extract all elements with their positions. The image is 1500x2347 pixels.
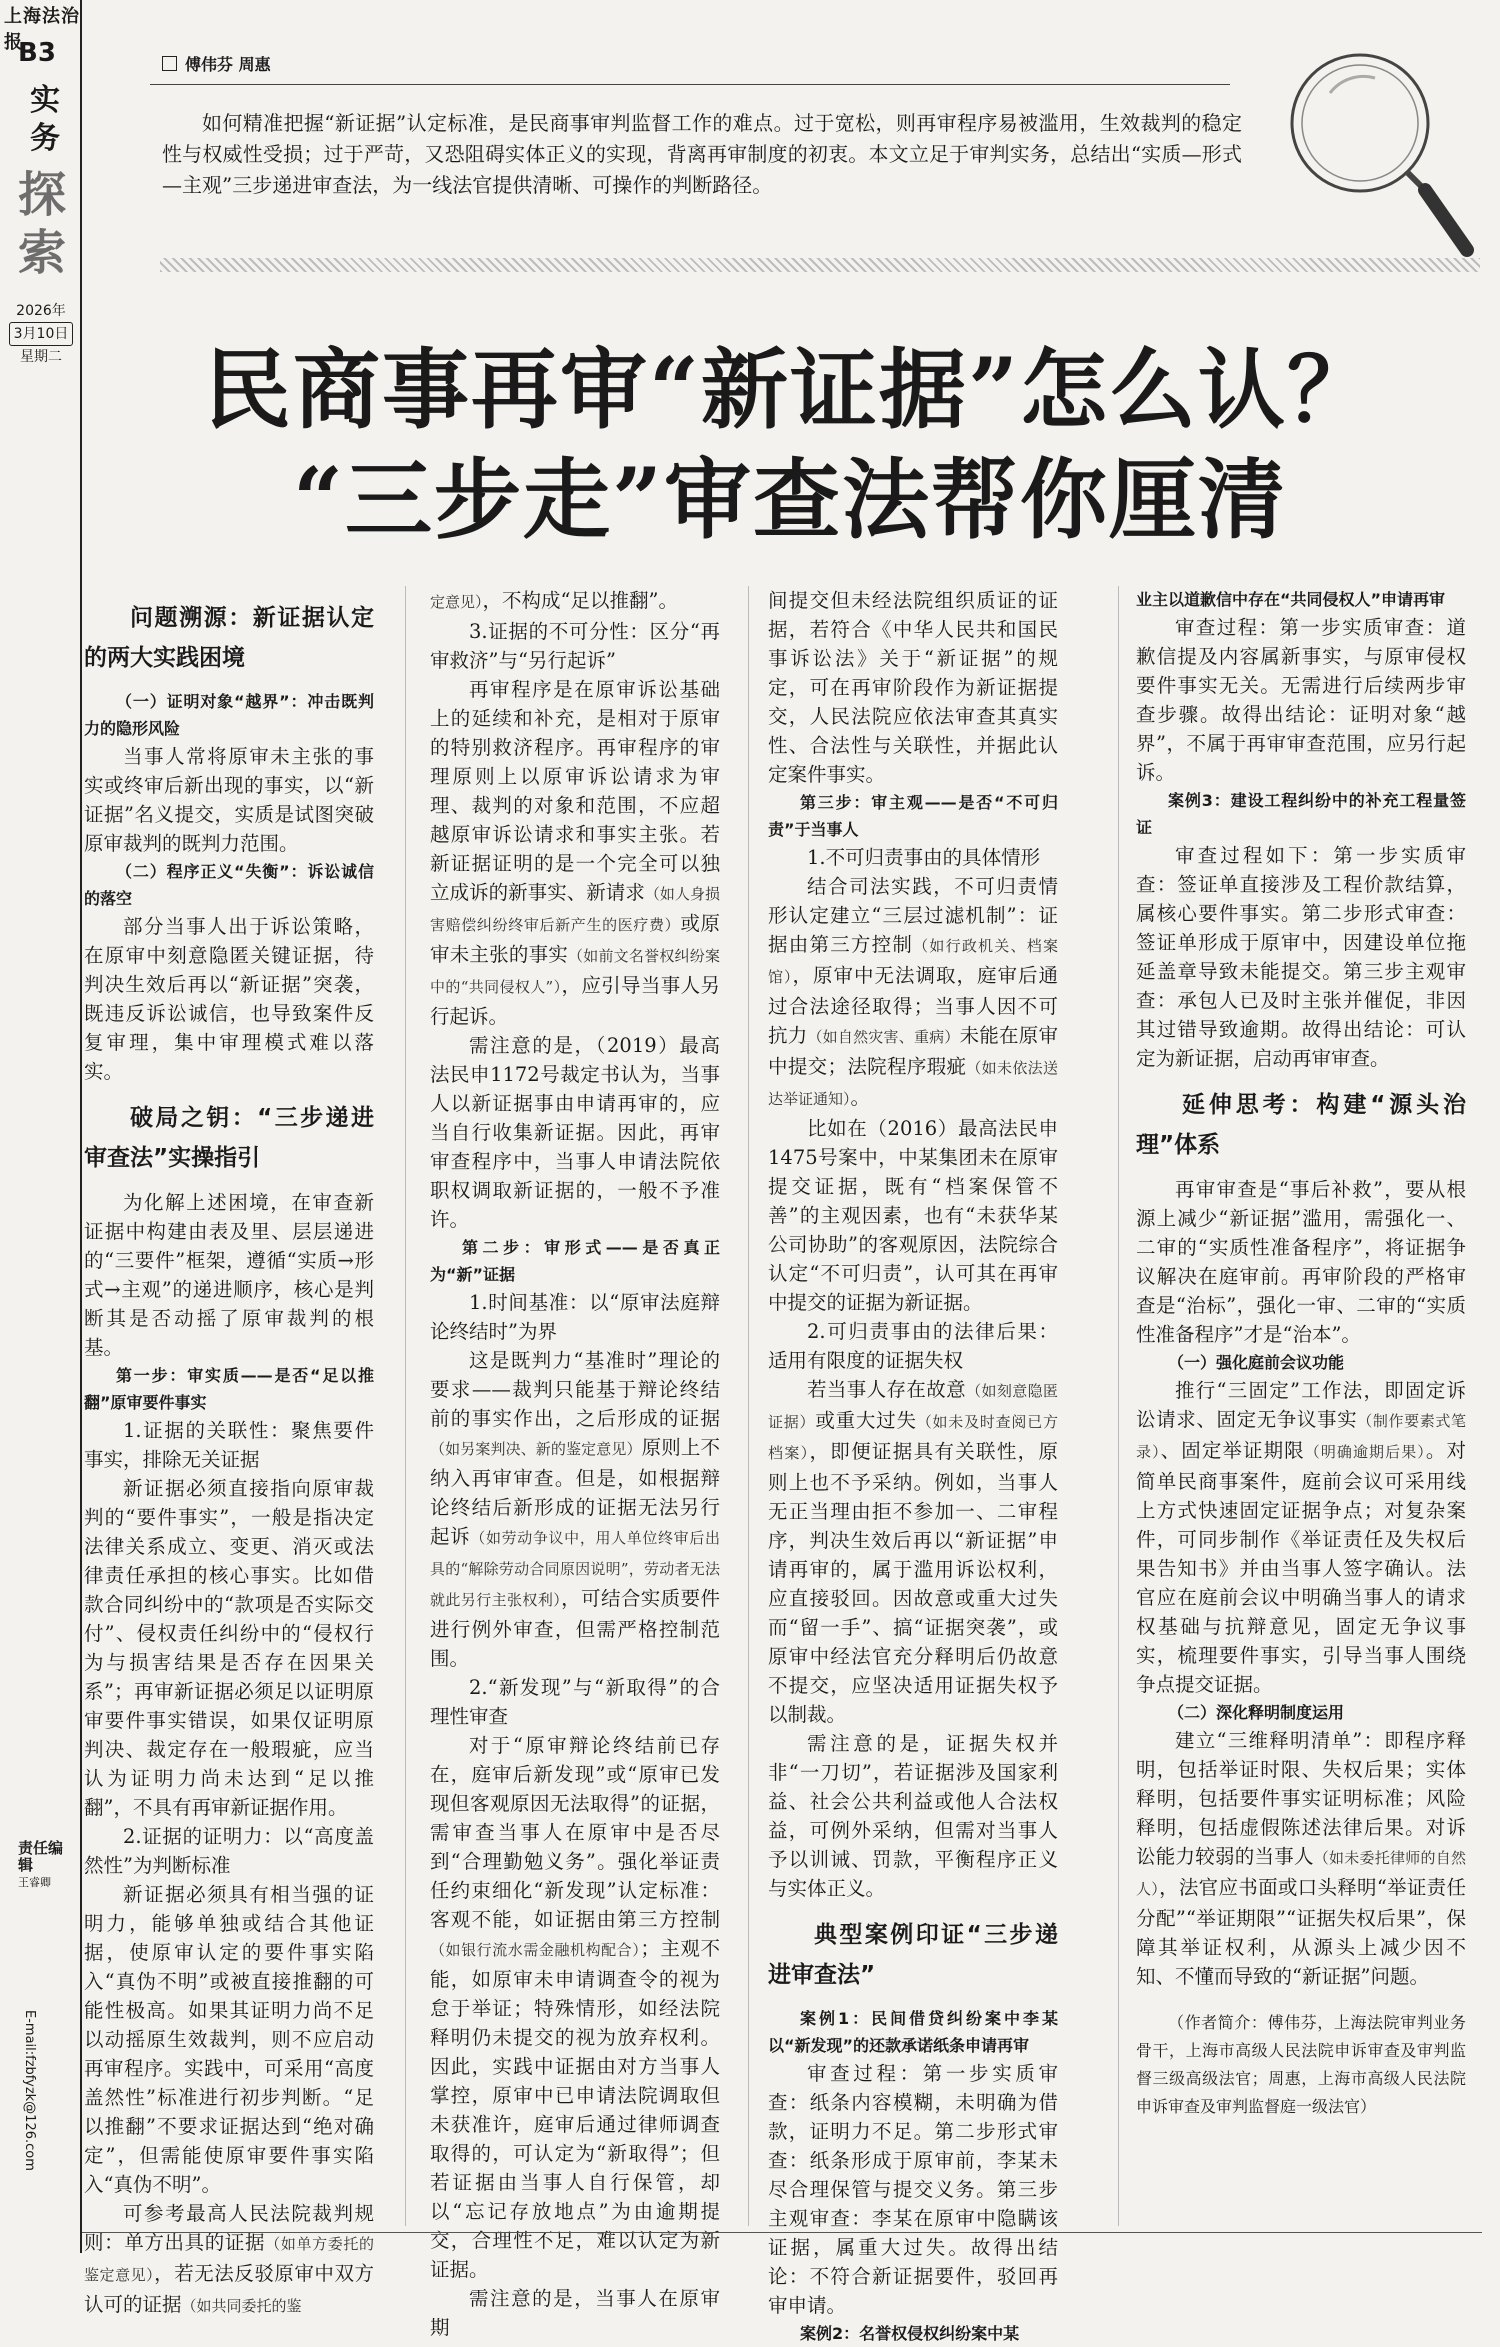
article-column-2: [430, 586, 720, 2342]
text-run: 再审程序是在原审诉讼基础上的延续和补充，是相对于原审的特别救济程序。再审程序的审理原则上以原审诉讼请求为审理、裁判的对象和范围，不应超越原审诉讼请求和事实主张。若新证据证明的是一个完全可以独立成诉的新事实、新请求: [430, 678, 720, 904]
subheading: （一）强化庭前会议功能: [1168, 1353, 1345, 1372]
page-code: B3: [18, 38, 56, 68]
date-day: 3月10日: [9, 322, 74, 346]
subheading: （二）程序正义“失衡”：诉讼诚信的落空: [84, 862, 374, 908]
paragraph: 1.时间基准：以“原审法庭辩论终结时”为界: [430, 1291, 720, 1343]
paragraph: 新证据必须具有相当强的证明力，能够单独或结合其他证据，使原审认定的要件事实陷入“真伪不明”或被直接推翻的可能性极高。如果其证明力尚不足以动摇原生效裁判，则不应启动再审程序。实践中，可采用“高度盖然性”标准进行初步判断。“足以推翻”不要求证据达到“绝对确定”，但需能使原审要件事实陷入“真伪不明”。: [84, 1883, 374, 2196]
text-run: 这是既判力“基准时”理论的要求——裁判只能基于辩论终结前的事实作出，之后形成的证据: [430, 1349, 720, 1430]
note-run: （如劳动争议中，用人单位终审后出具的“解除劳动合同原因说明”，劳动者无法就此另行主张权利）: [430, 1529, 720, 1609]
paragraph: 审查过程：第一步实质审查：道歉信提及内容属新事实，与原审侵权要件事实无关。无需进行后续两步审查步骤。故得出结论：证明对象“越界”，不属于再审审查范围，应另行起诉。: [1136, 616, 1466, 784]
paragraph: 1.不可归责事由的具体情形: [807, 846, 1041, 869]
weekday: 星期二: [20, 349, 62, 365]
text-run: 对于“原审辩论终结前已存在，庭审后新发现”或“原审已发现但客观原因无法取得”的证据，需审查当事人在原审中是否尽到“合理勤勉义务”。强化举证责任约束细化“新发现”认定标准：客观不能，如证据由第三方控制: [430, 1734, 720, 1931]
paragraph: [430, 1346, 720, 1673]
subheading: （一）证明对象“越界”：冲击既判力的隐形风险: [84, 692, 374, 738]
text-run: ，不构成“足以推翻”。: [482, 589, 678, 612]
column-divider: [405, 586, 406, 2226]
text-run: ，可结合实质要件进行例外审查，但需严格控制范围。: [430, 1587, 720, 1670]
date-year: 2026年: [16, 303, 66, 319]
note-run: （如前文名誉权纠纷案中的“共同侵权人”）: [430, 947, 720, 996]
byline-box-icon: [162, 56, 177, 71]
article-column-1: [84, 586, 374, 2321]
paragraph: 2.可归责事由的法律后果：适用有限度的证据失权: [768, 1320, 1058, 1372]
subheading: 第二步：审形式——是否真正为“新”证据: [430, 1238, 720, 1284]
paragraph: [430, 586, 720, 617]
column-name: 实务: [30, 83, 60, 156]
text-run: 建立“三维释明清单”：即程序释明，包括举证时限、失权后果；实体释明，包括要件事实证明标准；风险释明，包括虚假陈述法律后果。对诉讼能力较弱的当事人: [1136, 1729, 1466, 1868]
paragraph: 审查过程如下：第一步实质审查：签证单直接涉及工程价款结算，属核心要件事实。第二步形式审查：签证单形成于原审中，因建设单位拖延盖章导致未能提交。第三步主观审查：承包人已及时主张并催促，非因其过错导致逾期。故得出结论：可认定为新证据，启动再审审查。: [1136, 844, 1466, 1070]
paragraph: [430, 1731, 720, 2284]
note-run: （如人身损害赔偿纠纷终审后新产生的医疗费）: [430, 885, 720, 934]
decorative-dot-band: [160, 258, 1480, 272]
paragraph: 为化解上述困境，在审查新证据中构建由表及里、层层递进的“三要件”框架，遵循“实质→形式→主观”的递进顺序，核心是判断其是否动摇了原审裁判的根基。: [84, 1191, 374, 1359]
text-run: 或原审未主张的事实: [430, 912, 720, 966]
note-run: （如未及时查阅已方档案）: [768, 1413, 1058, 1462]
text-run: 、固定举证期限: [1160, 1439, 1305, 1462]
headline-line2: “三步走”审查法帮你厘清: [292, 448, 1288, 551]
paragraph: [768, 1375, 1058, 1729]
column-divider: [748, 586, 749, 2226]
paragraph: 新证据必须直接指向原审裁判的“要件事实”，一般是指决定法律关系成立、变更、消灭或法律责任承担的核心事实。比如借款合同纠纷中的“款项是否实际交付”、侵权责任纠纷中的“侵权行为与损害结果是否存在因果关系”；再审新证据必须足以证明原审要件事实错误，如果仅证明原判决、裁定存在一般瑕疵，应当认为证明力尚未达到“足以推翻”，不具有再审新证据作用。: [84, 1477, 374, 1819]
subheading: 第一步：审实质——是否“足以推翻”原审要件事实: [84, 1366, 374, 1412]
paragraph: 需注意的是，证据失权并非“一刀切”，若证据涉及国家利益、社会公共利益或他人合法权益，可例外采纳，但需对当事人予以训诫、罚款，平衡程序正义与实体正义。: [768, 1732, 1058, 1900]
subheading: （二）深化释明制度运用: [1168, 1703, 1345, 1722]
note-run: （制作要素式笔录）: [1136, 1412, 1466, 1461]
column-name-large: 探索: [18, 167, 67, 281]
section-heading: 典型案例印证“三步递进审查法”: [768, 1922, 1058, 1988]
note-run: （明确逾期后果）: [1304, 1443, 1426, 1461]
case-heading: 案例2：名誉权侵权纠纷案中某: [800, 2324, 1020, 2343]
section-heading: 延伸思考：构建“源头治理”体系: [1136, 1092, 1466, 1158]
paragraph: 2.证据的证明力：以“高度盖然性”为判断标准: [84, 1825, 374, 1877]
author-bio: （作者简介：傅伟芬，上海法院审判业务骨干，上海市高级人民法院申诉审查及审判监督三级高级法官；周惠，上海市高级人民法院申诉审查及审判监督庭一级法官）: [1136, 2013, 1466, 2116]
note-run: （如另案判决、新的鉴定意见）: [430, 1440, 642, 1458]
text-run: ，应引导当事人另行起诉。: [430, 974, 720, 1028]
paragraph: [768, 872, 1058, 1114]
intro-paragraph: 如何精准把握“新证据”认定标准，是民商事审判监督工作的难点。过于宽松，则再审程序易被滥用，生效裁判的稳定性与权威性受损；过于严苛，又恐阻碍实体正义的实现，背离再审制度的初衷。本文立足于审判实务，总结出“实质—形式—主观”三步递进审查法，为一线法官提供清晰、可操作的判断路径。: [162, 111, 1242, 197]
section-heading: 问题溯源：新证据认定的两大实践困境: [84, 605, 374, 671]
text-run: 可参考最高人民法院裁判规则：单方出具的证据: [84, 2202, 374, 2254]
paragraph: 当事人常将原审未主张的事实或终审后新出现的事实，以“新证据”名义提交，实质是试图突破原审裁判的既判力范围。: [84, 745, 374, 855]
magnifier-icon: [1275, 38, 1475, 263]
text-run: 。: [850, 1086, 871, 1109]
text-run: 若当事人存在故意: [807, 1378, 967, 1401]
text-run: 或重大过失: [815, 1409, 917, 1432]
paragraph: 1.证据的关联性：聚焦要件事实，排除无关证据: [84, 1419, 374, 1471]
paragraph: 需注意的是，（2019）最高法民申1172号裁定书认为，当事人以新证据事由申请再审的，应当自行收集新证据。因此，再审审查程序中，当事人申请法院依职权调取新证据的，一般不予准许。: [430, 1034, 720, 1231]
text-run: ，若无法反驳原审中双方认可的证据: [84, 2262, 374, 2316]
editor-credit: [18, 1840, 64, 1891]
note-run: 定意见）: [430, 593, 483, 611]
paragraph: [1136, 1726, 1466, 1991]
byline-authors: 傅伟芬 周惠: [185, 55, 271, 74]
text-run: ，法官应书面或口头释明“举证责任分配”“举证期限”“证据失权后果”，保障其举证权利，从源头上减少因不知、不懂而导致的“新证据”问题。: [1136, 1876, 1466, 1988]
note-run: （如刻意隐匿证据）: [768, 1382, 1058, 1431]
text-run: 原则上不纳入再审审查。但是，如根据辩论终结后新形成的证据无法另行起诉: [430, 1436, 720, 1548]
editor-email: E-mail:fzbfyzk@126.com: [22, 2010, 37, 2171]
note-run: （如共同委托的鉴: [181, 2297, 302, 2315]
text-run: ；主观不能，如原审未申请调查令的视为怠于举证；特殊情形，如经法院释明仍未提交的视为放弃权利。因此，实践中证据由对方当事人掌控，原审中已申请法院调取但未获准许，庭审后通过律师调查取得的，可认定为“新取得”；但若证据由当事人自行保管，却以“忘记存放地点”为由逾期提交，合理性不足，难以认定为新证据。: [430, 1937, 720, 2281]
section-heading: 破局之钥：“三步递进审查法”实操指引: [84, 1105, 374, 1171]
paragraph: 部分当事人出于诉讼策略，在原审中刻意隐匿关键证据，待判决生效后再以“新证据”突袭，既违反诉讼诚信，也导致案件反复审理，集中审理模式难以落实。: [84, 915, 374, 1083]
paragraph: [430, 675, 720, 1031]
paragraph: 审查过程：第一步实质审查：纸条内容模糊，未明确为借款，证明力不足。第二步形式审查：纸条形成于原审前，李某未尽合理保管与提交义务。第三步主观审查：李某在原审中隐瞒该证据，属重大过失。故得出结论：不符合新证据要件，驳回再审申请。: [768, 2062, 1058, 2317]
subheading: 第三步：审主观——是否“不可归责”于当事人: [768, 793, 1058, 839]
paragraph: [1136, 1376, 1466, 1699]
byline-rule: [150, 84, 1230, 85]
paper-name: 上海法治报: [4, 6, 80, 53]
text-run: ，即便证据具有关联性，原则上也不予采纳。例如，当事人无正当理由拒不参加一、二审程序，判决生效后再以“新证据”申请再审的，属于滥用诉讼权利，应直接驳回。因故意或重大过失而“留一手”、搞“证据突袭”，或原审中经法官充分释明后仍故意不提交，应坚决适用证据失权予以制裁。: [768, 1440, 1058, 1726]
paragraph: 需注意的是，当事人在原审期: [430, 2287, 720, 2339]
article-column-3: [768, 586, 1058, 2347]
date-block: [6, 300, 76, 368]
paragraph: 间提交但未经法院组织质证的证据，若符合《中华人民共和国民事诉讼法》关于“新证据”的规定，可在再审阶段作为新证据提交，人民法院应依法审查其真实性、合法性与关联性，并据此认定案件事实。: [768, 589, 1058, 786]
article-column-4: [1136, 586, 1466, 2121]
note-run: （如银行流水需金融机构配合）: [430, 1941, 641, 1959]
text-run: 未能在原审中提交；法院程序瑕疵: [768, 1024, 1058, 1078]
editor-name: 王睿卿: [18, 1876, 51, 1889]
case-heading: 案例1：民间借贷纠纷案中李某以“新发现”的还款承诺纸条申请再审: [768, 2009, 1058, 2055]
byline: [162, 52, 271, 75]
left-masthead-rail: [0, 0, 82, 2253]
bottom-rule: [82, 2232, 1482, 2233]
paragraph: 2.“新发现”与“新取得”的合理性审查: [430, 1676, 720, 1728]
paragraph: 3.证据的不可分性：区分“再审救济”与“另行起诉”: [430, 620, 720, 672]
editor-label: 责任编辑: [18, 1839, 64, 1874]
paragraph: 比如在（2016）最高法民申1475号案中，中某集团未在原审提交证据，既有“档案保管不善”的主观因素，也有“未获华某公司协助”的客观原因，法院综合认定“不可归责”，认可其在再审中提交的证据为新证据。: [768, 1117, 1058, 1314]
case-heading: 案例3：建设工程纠纷中的补充工程量签证: [1136, 791, 1466, 837]
note-run: （如单方委托的鉴定意见）: [84, 2235, 374, 2284]
text-run: ，原审中无法调取，庭审后通过合法途径取得；当事人因不可抗力: [768, 964, 1058, 1047]
text-run: 。对简单民商事案件，庭前会议可采用线上方式快速固定证据争点；对复杂案件，可同步制作《举证责任及失权后果告知书》并由当事人签字确认。法官应在庭前会议中明确当事人的请求权基础与抗辩意见，固定无争议事实，梳理要件事实，引导当事人围绕争点提交证据。: [1136, 1439, 1466, 1696]
paragraph: [84, 2199, 374, 2321]
note-run: （如行政机关、档案馆）: [768, 937, 1058, 986]
text-run: 推行“三固定”工作法，即固定诉讼请求、固定无争议事实: [1136, 1379, 1466, 1431]
note-run: （如自然灾害、重病）: [807, 1028, 960, 1046]
text-run: 结合司法实践，不可归责情形认定建立“三层过滤机制”：证据由第三方控制: [768, 875, 1058, 956]
note-run: （如未依法送达举证通知）: [768, 1059, 1058, 1108]
headline-line1: 民商事再审“新证据”怎么认？: [203, 338, 1377, 441]
note-run: （如未委托律师的自然人）: [1136, 1849, 1466, 1898]
paragraph: 再审审查是“事后补救”，要从根源上减少“新证据”滥用，需强化一、二审的“实质性准备程序”，将证据争议解决在庭审前。再审阶段的严格审查是“治标”，强化一审、二审的“实质性准备程序”才是“治本”。: [1136, 1178, 1466, 1346]
column-divider: [1118, 586, 1119, 2226]
case-heading: 业主以道歉信中存在“共同侵权人”申请再审: [1136, 590, 1446, 609]
